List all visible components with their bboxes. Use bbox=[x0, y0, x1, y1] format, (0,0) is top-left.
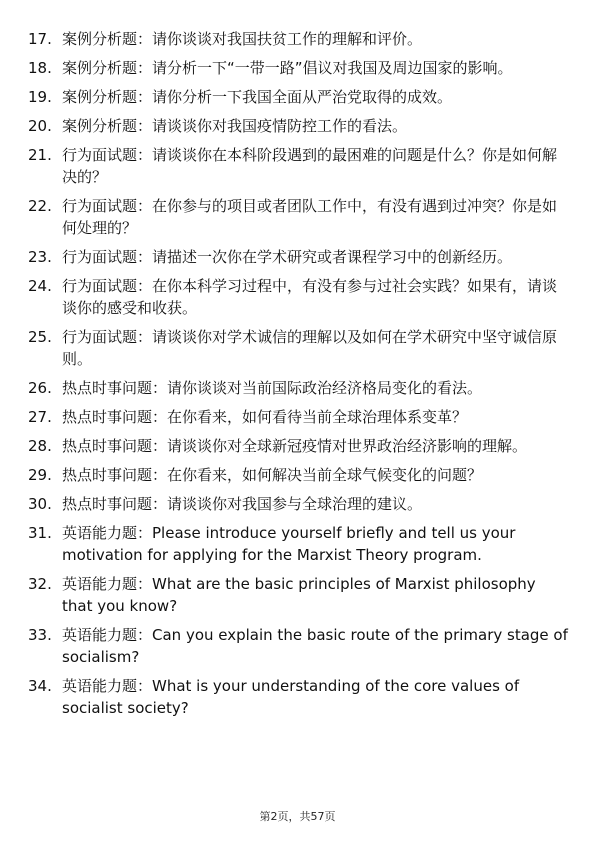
question-text: 热点时事问题：在你看来，如何看待当前全球治理体系变革？ bbox=[62, 408, 468, 426]
question-text: 热点时事问题：请谈谈你对全球新冠疫情对世界政治经济影响的理解。 bbox=[62, 437, 528, 455]
question-item bbox=[28, 377, 568, 399]
question-text: 案例分析题：请你分析一下我国全面从严治党取得的成效。 bbox=[62, 88, 453, 106]
question-number: 29. bbox=[28, 466, 52, 484]
question-number: 27. bbox=[28, 408, 52, 426]
question-text: 案例分析题：请你谈谈对我国扶贫工作的理解和评价。 bbox=[62, 30, 423, 48]
question-item bbox=[28, 246, 568, 268]
question-text: 行为面试题：在你参与的项目或者团队工作中，有没有遇到过冲突？你是如何处理的？ bbox=[62, 197, 558, 237]
question-text: 英语能力题：Please introduce yourself briefly and tell us your motivation for applying for the Marxist Theory program. bbox=[62, 524, 516, 564]
question-item bbox=[28, 275, 568, 319]
question-item bbox=[28, 326, 568, 370]
question-item bbox=[28, 144, 568, 188]
question-list bbox=[28, 28, 568, 726]
question-text: 热点时事问题：请谈谈你对我国参与全球治理的建议。 bbox=[62, 495, 423, 513]
question-text: 行为面试题：在你本科学习过程中，有没有参与过社会实践？如果有，请谈谈你的感受和收获。 bbox=[62, 277, 558, 317]
question-item bbox=[28, 464, 568, 486]
question-number: 20. bbox=[28, 117, 52, 135]
question-number: 32. bbox=[28, 575, 52, 593]
page-number-label: 第2页，共57页 bbox=[259, 810, 336, 823]
question-number: 24. bbox=[28, 277, 52, 295]
question-text: 热点时事问题：请你谈谈对当前国际政治经济格局变化的看法。 bbox=[62, 379, 483, 397]
question-item bbox=[28, 493, 568, 515]
question-text: 英语能力题：Can you explain the basic route of the primary stage of socialism? bbox=[62, 626, 568, 666]
question-text: 英语能力题：What is your understanding of the core values of socialist society? bbox=[62, 677, 520, 717]
question-item bbox=[28, 406, 568, 428]
question-text: 英语能力题：What are the basic principles of Marxist philosophy that you know? bbox=[62, 575, 536, 615]
question-number: 33. bbox=[28, 626, 52, 644]
question-number: 28. bbox=[28, 437, 52, 455]
question-item bbox=[28, 195, 568, 239]
question-number: 18. bbox=[28, 59, 52, 77]
question-item bbox=[28, 115, 568, 137]
question-text: 行为面试题：请描述一次你在学术研究或者课程学习中的创新经历。 bbox=[62, 248, 513, 266]
question-number: 31. bbox=[28, 524, 52, 542]
question-number: 19. bbox=[28, 88, 52, 106]
question-text: 行为面试题：请谈谈你对学术诚信的理解以及如何在学术研究中坚守诚信原则。 bbox=[62, 328, 558, 368]
question-number: 21. bbox=[28, 146, 52, 164]
question-item bbox=[28, 624, 568, 668]
question-number: 17. bbox=[28, 30, 52, 48]
question-item bbox=[28, 57, 568, 79]
question-text: 热点时事问题：在你看来，如何解决当前全球气候变化的问题？ bbox=[62, 466, 483, 484]
page-footer bbox=[0, 810, 595, 824]
question-text: 案例分析题：请谈谈你对我国疫情防控工作的看法。 bbox=[62, 117, 408, 135]
question-number: 34. bbox=[28, 677, 52, 695]
question-number: 23. bbox=[28, 248, 52, 266]
question-number: 30. bbox=[28, 495, 52, 513]
question-item bbox=[28, 86, 568, 108]
question-text: 行为面试题：请谈谈你在本科阶段遇到的最困难的问题是什么？你是如何解决的？ bbox=[62, 146, 558, 186]
question-item bbox=[28, 522, 568, 566]
question-text: 案例分析题：请分析一下“一带一路”倡议对我国及周边国家的影响。 bbox=[62, 59, 513, 77]
question-number: 26. bbox=[28, 379, 52, 397]
question-item bbox=[28, 435, 568, 457]
question-item bbox=[28, 573, 568, 617]
question-number: 25. bbox=[28, 328, 52, 346]
question-item bbox=[28, 675, 568, 719]
question-item bbox=[28, 28, 568, 50]
question-number: 22. bbox=[28, 197, 52, 215]
